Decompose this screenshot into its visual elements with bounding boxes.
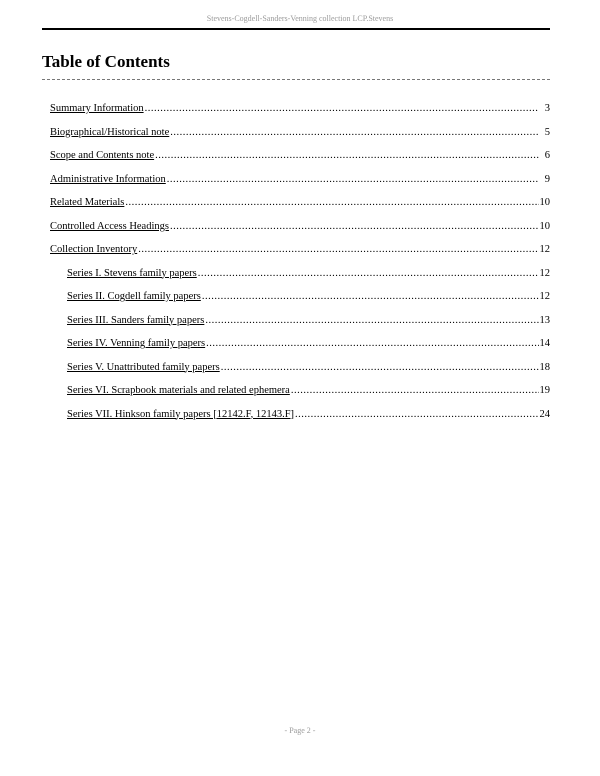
toc-entry-related-materials[interactable] [50,196,550,220]
toc-entry-series-ii[interactable] [67,290,550,314]
page-footer: - Page 2 - [284,726,316,735]
toc-entry-page: 12 [539,267,550,279]
dot-leader [198,267,539,281]
toc-entry-label[interactable]: Series VI. Scrapbook materials and related ephemera [67,385,290,396]
toc-entry-label[interactable]: Series I. Stevens family papers [67,267,197,279]
running-header: Stevens-Cogdell-Sanders-Venning collection LCP.Stevens [206,14,394,23]
toc-entry-series-vii[interactable] [67,408,550,432]
dot-leader [125,196,538,210]
toc-entry-page: 9 [544,173,550,185]
toc-entry-label[interactable]: Series IV. Venning family papers [67,338,206,349]
toc-entry-page: 24 [539,408,550,420]
toc-entry-page: 10 [539,197,550,208]
toc-entry-label[interactable]: Series VII. Hinkson family papers [12142.F, 12143.F] [67,408,295,420]
toc-entry-administrative-information[interactable] [50,173,550,197]
toc-entry-series-v[interactable] [67,361,550,385]
header-rule [42,28,550,30]
toc-entry-controlled-access-headings[interactable] [50,220,550,244]
toc-entry-label[interactable]: Series V. Unattributed family papers [67,361,220,373]
toc-entry-page: 5 [544,126,550,138]
toc-entry-summary-information[interactable] [50,102,550,126]
toc-entry-page: 13 [539,314,550,326]
toc-entry-series-i[interactable] [67,267,550,291]
toc-entry-label[interactable]: Series II. Cogdell family papers [67,291,201,302]
toc-list [50,102,550,431]
toc-entry-collection-inventory[interactable] [50,243,550,267]
dot-leader [291,384,539,398]
toc-entry-page: 6 [544,150,550,161]
dot-leader [206,337,538,351]
dot-leader [155,149,539,163]
toc-entry-label[interactable]: Summary Information [50,103,144,114]
dot-leader [205,314,538,328]
toc-entry-biographical-historical-note[interactable] [50,126,550,150]
dot-leader [167,173,539,187]
toc-entry-label[interactable]: Scope and Contents note [50,150,155,161]
toc-entry-label[interactable]: Controlled Access Headings [50,220,169,232]
dot-leader [138,243,538,257]
toc-entry-page: 19 [539,385,550,396]
dot-leader [145,102,539,116]
toc-entry-page: 12 [539,291,550,302]
title-divider [42,79,550,80]
toc-entry-label[interactable]: Collection Inventory [50,244,138,255]
toc-entry-page: 3 [544,103,550,114]
toc-entry-page: 18 [539,361,550,373]
dot-leader [221,361,539,375]
toc-entry-series-iv[interactable] [67,337,550,361]
toc-entry-page: 12 [539,244,550,255]
toc-entry-series-vi[interactable] [67,384,550,408]
toc-entry-page: 10 [539,220,550,232]
toc-entry-scope-and-contents-note[interactable] [50,149,550,173]
dot-leader [170,126,539,140]
dot-leader [202,290,539,304]
dot-leader [295,408,538,422]
toc-entry-label[interactable]: Series III. Sanders family papers [67,314,205,326]
dot-leader [170,220,539,234]
toc-title: Table of Contents [42,52,170,71]
toc-entry-label[interactable]: Related Materials [50,197,125,208]
toc-entry-page: 14 [539,338,550,349]
toc-entry-series-iii[interactable] [67,314,550,338]
toc-entry-label[interactable]: Biographical/Historical note [50,126,170,138]
toc-entry-label[interactable]: Administrative Information [50,173,166,185]
